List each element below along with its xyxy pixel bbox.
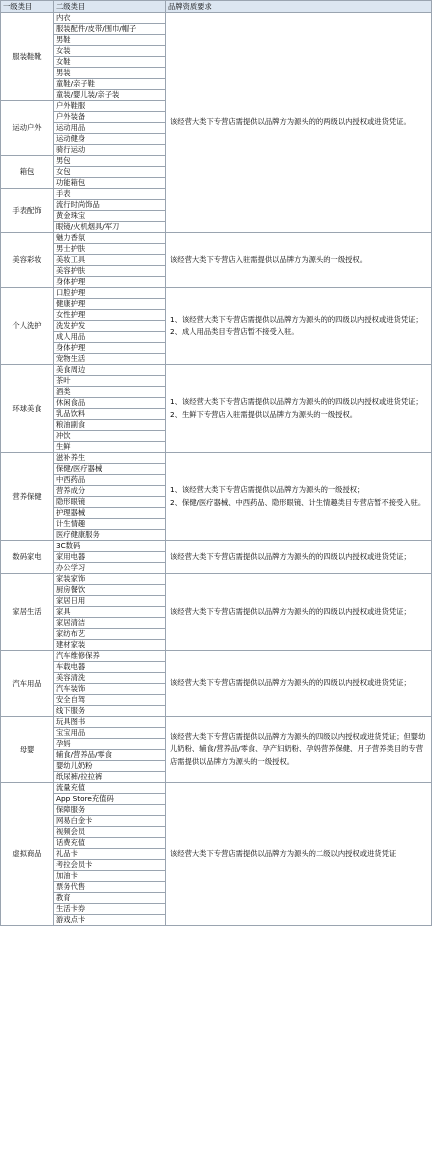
level2-category-cell: 汽车维修保养 (54, 651, 166, 662)
level2-category-cell: 生活卡券 (54, 904, 166, 915)
table-row (1, 783, 432, 794)
level2-category-cell: 建材家装 (54, 640, 166, 651)
level2-category-cell: 计生情趣 (54, 519, 166, 530)
level2-category-cell: 童装/婴儿装/亲子装 (54, 90, 166, 101)
level1-category-cell: 家居生活 (1, 574, 54, 651)
level1-category-cell: 个人洗护 (1, 288, 54, 365)
level2-category-cell: 生鲜 (54, 442, 166, 453)
level2-category-cell: 游戏点卡 (54, 915, 166, 926)
level2-category-cell: 男士护肤 (54, 244, 166, 255)
level1-category-cell: 服装鞋靴 (1, 13, 54, 101)
level2-category-cell: 安全自驾 (54, 695, 166, 706)
level2-category-cell: 口腔护理 (54, 288, 166, 299)
table-row (1, 233, 432, 244)
level2-category-cell: 线下服务 (54, 706, 166, 717)
level2-category-cell: 中西药品 (54, 475, 166, 486)
level2-category-cell: 粮油副食 (54, 420, 166, 431)
requirement-cell: 该经营大类下专营店需提供以品牌方为源头的四级以内授权或进货凭证；但婴幼儿奶粉、辅食/营养品/零食、孕产妇奶粉、孕妈营养保健、月子营养类目的专营店需提供以品牌方为源头的一级授权。 (166, 717, 432, 783)
table-row (1, 288, 432, 299)
level2-category-cell: 健康护理 (54, 299, 166, 310)
level2-category-cell: 话费充值 (54, 838, 166, 849)
table-row (1, 574, 432, 585)
level2-category-cell: 家用电器 (54, 552, 166, 563)
level2-category-cell: 洗发护发 (54, 321, 166, 332)
level1-category-cell: 箱包 (1, 156, 54, 189)
requirement-cell: 该经营大类下专营店需提供以品牌方为源头的的四级以内授权或进货凭证； (166, 651, 432, 717)
level2-category-cell: 保健/医疗器械 (54, 464, 166, 475)
requirement-cell: 该经营大类下专营店需提供以品牌方为源头的的四级以内授权或进货凭证； (166, 574, 432, 651)
level2-category-cell: 茶叶 (54, 376, 166, 387)
level2-category-cell: 户外鞋服 (54, 101, 166, 112)
level2-category-cell: 玩具图书 (54, 717, 166, 728)
level2-category-cell: 黄金珠宝 (54, 211, 166, 222)
table-row (1, 541, 432, 552)
level2-category-cell: 考拉会员卡 (54, 860, 166, 871)
level2-category-cell: 运动用品 (54, 123, 166, 134)
level1-category-cell: 环球美食 (1, 365, 54, 453)
level2-category-cell: 酒类 (54, 387, 166, 398)
level2-category-cell: 男鞋 (54, 35, 166, 46)
table-row (1, 365, 432, 376)
level2-category-cell: 家装家饰 (54, 574, 166, 585)
level2-category-cell: 孕妈 (54, 739, 166, 750)
requirement-cell: 该经营大类下专营店需提供以品牌方为源头的的两级以内授权或进货凭证。 (166, 13, 432, 233)
level2-category-cell: 教育 (54, 893, 166, 904)
level2-category-cell: 营养成分 (54, 486, 166, 497)
level2-category-cell: 礼品卡 (54, 849, 166, 860)
requirement-cell: 该经营大类下专营店需提供以品牌方为源头的二级以内授权或进货凭证 (166, 783, 432, 926)
level2-category-cell: 美容清洗 (54, 673, 166, 684)
level2-category-cell: 男装 (54, 68, 166, 79)
level2-category-cell: 加油卡 (54, 871, 166, 882)
table-row (1, 651, 432, 662)
level2-category-cell: 运动健身 (54, 134, 166, 145)
level2-category-cell: 眼镜/火机烟具/军刀 (54, 222, 166, 233)
level2-category-cell: 厨房餐饮 (54, 585, 166, 596)
level2-category-cell: 家居清洁 (54, 618, 166, 629)
level2-category-cell: 家具 (54, 607, 166, 618)
level2-category-cell: 手表 (54, 189, 166, 200)
level2-category-cell: 美容护肤 (54, 266, 166, 277)
level2-category-cell: 休闲食品 (54, 398, 166, 409)
level2-category-cell: 服装配件/皮带/围巾/帽子 (54, 24, 166, 35)
level1-category-cell: 母婴 (1, 717, 54, 783)
requirement-cell: 1、该经营大类下专营店需提供以品牌方为源头的一级授权； 2、保健/医疗器械、中西药品、隐形眼镜、计生情趣类目专营店暂不接受入驻。 (166, 453, 432, 541)
level2-category-cell: 身体护理 (54, 343, 166, 354)
level2-category-cell: 办公学习 (54, 563, 166, 574)
requirement-cell: 该经营大类下专营店需提供以品牌方为源头的的四级以内授权或进货凭证； (166, 541, 432, 574)
level1-category-cell: 虚拟商品 (1, 783, 54, 926)
level2-category-cell: 童鞋/亲子鞋 (54, 79, 166, 90)
level2-category-cell: 家居日用 (54, 596, 166, 607)
level2-category-cell: 乳品饮料 (54, 409, 166, 420)
level2-category-cell: 魅力香氛 (54, 233, 166, 244)
level2-category-cell: 骑行运动 (54, 145, 166, 156)
header-requirement: 品牌资质要求 (166, 1, 432, 13)
level2-category-cell: 成人用品 (54, 332, 166, 343)
header-row (1, 1, 432, 13)
level2-category-cell: 护理器械 (54, 508, 166, 519)
level2-category-cell: 美妆工具 (54, 255, 166, 266)
level2-category-cell: 辅食/营养品/零食 (54, 750, 166, 761)
level1-category-cell: 汽车用品 (1, 651, 54, 717)
level2-category-cell: 流量充值 (54, 783, 166, 794)
level2-category-cell: 内衣 (54, 13, 166, 24)
level2-category-cell: 车载电器 (54, 662, 166, 673)
level2-category-cell: 婴幼儿奶粉 (54, 761, 166, 772)
level2-category-cell: App Store充值码 (54, 794, 166, 805)
table-row (1, 717, 432, 728)
level2-category-cell: 纸尿裤/拉拉裤 (54, 772, 166, 783)
header-level1: 一级类目 (1, 1, 54, 13)
level2-category-cell: 网易白金卡 (54, 816, 166, 827)
requirement-cell: 1、该经营大类下专营店需提供以品牌方为源头的的四级以内授权或进货凭证； 2、成人用品类目专营店暂不接受入驻。 (166, 288, 432, 365)
level1-category-cell: 营养保健 (1, 453, 54, 541)
level2-category-cell: 宝宝用品 (54, 728, 166, 739)
level2-category-cell: 滋补养生 (54, 453, 166, 464)
level2-category-cell: 功能箱包 (54, 178, 166, 189)
level2-category-cell: 3C数码 (54, 541, 166, 552)
level2-category-cell: 宠物生活 (54, 354, 166, 365)
table-body (1, 13, 432, 926)
level2-category-cell: 家纺布艺 (54, 629, 166, 640)
requirement-cell: 1、该经营大类下专营店需提供以品牌方为源头的的四级以内授权或进货凭证； 2、生鲜下专营店入驻需提供以品牌方为源头的一级授权。 (166, 365, 432, 453)
level2-category-cell: 女性护理 (54, 310, 166, 321)
level2-category-cell: 隐形眼镜 (54, 497, 166, 508)
level2-category-cell: 女装 (54, 46, 166, 57)
level2-category-cell: 票务代售 (54, 882, 166, 893)
table-row (1, 13, 432, 24)
level1-category-cell: 数码家电 (1, 541, 54, 574)
level1-category-cell: 运动户外 (1, 101, 54, 156)
level2-category-cell: 身体护理 (54, 277, 166, 288)
level2-category-cell: 女包 (54, 167, 166, 178)
level2-category-cell: 冲饮 (54, 431, 166, 442)
table-row (1, 453, 432, 464)
level2-category-cell: 美食周边 (54, 365, 166, 376)
level2-category-cell: 女鞋 (54, 57, 166, 68)
level1-category-cell: 手表配饰 (1, 189, 54, 233)
level2-category-cell: 保障服务 (54, 805, 166, 816)
header-level2: 二级类目 (54, 1, 166, 13)
level2-category-cell: 汽车装饰 (54, 684, 166, 695)
level2-category-cell: 医疗健康服务 (54, 530, 166, 541)
level2-category-cell: 流行时尚饰品 (54, 200, 166, 211)
level2-category-cell: 视频会员 (54, 827, 166, 838)
level2-category-cell: 户外装备 (54, 112, 166, 123)
level1-category-cell: 美容彩妆 (1, 233, 54, 288)
level2-category-cell: 男包 (54, 156, 166, 167)
requirement-cell: 该经营大类下专营店入驻需提供以品牌方为源头的一级授权。 (166, 233, 432, 288)
